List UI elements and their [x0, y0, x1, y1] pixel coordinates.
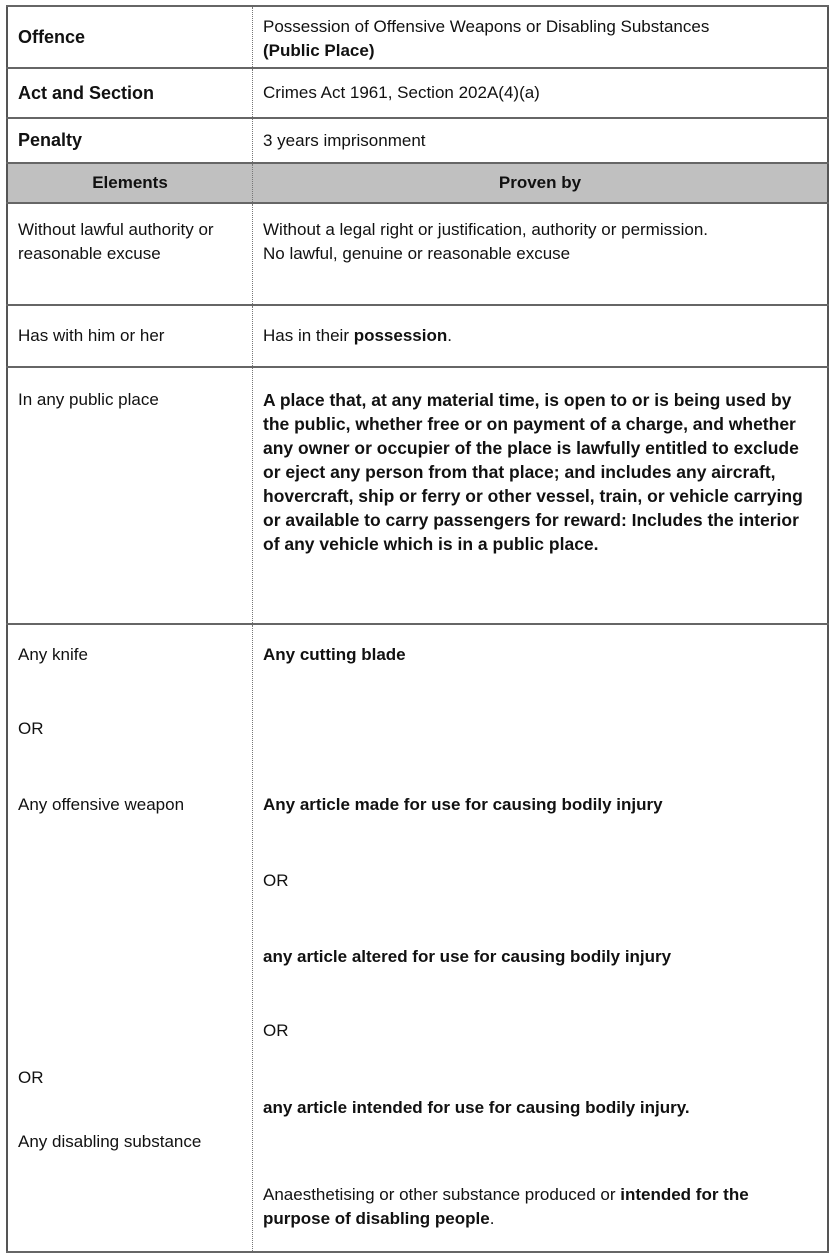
table-row: [7, 305, 828, 367]
proof-substance-bold: intended for the purpose of disabling people: [263, 1185, 749, 1228]
offence-table: [6, 5, 829, 1253]
penalty-value: 3 years imprisonment: [253, 118, 829, 163]
offence-value-text: Possession of Offensive Weapons or Disabling Substances: [263, 17, 710, 36]
proof-substance: [263, 1183, 817, 1231]
proof-place: A place that, at any material time, is open to or is being used by the public, whether free or on payment of a charge, and whether any owner or occupier of the place is lawfully entitled to exclude or eject any person from that place; and includes any aircraft, hovercraft, ship or ferry or other vessel, train, or vehicle carrying or available to carry passengers for reward: Includes the interior of any vehicle which is in a public place.: [253, 367, 829, 624]
offence-label: [7, 6, 253, 68]
proof-has: [253, 305, 829, 367]
penalty-label: [7, 118, 253, 163]
offence-value: [253, 6, 829, 68]
penalty-label-text: Penalty: [18, 130, 83, 150]
offence-value-bold: (Public Place): [263, 41, 375, 60]
act-row: [7, 68, 828, 118]
proof-lawful: [253, 203, 829, 305]
proof-substance-post: .: [489, 1209, 495, 1228]
element-weapons: [7, 624, 253, 1252]
proof-intended: any article intended for use for causing bodily injury.: [263, 1098, 690, 1117]
proof-weapons: [253, 624, 829, 1252]
header-elements: Elements: [7, 163, 253, 203]
proof-altered: any article altered for use for causing bodily injury: [263, 947, 672, 966]
proof-has-pre: Has in their: [263, 326, 354, 345]
proof-substance-pre: Anaesthetising or other substance produced or: [263, 1185, 621, 1204]
proof-or-2: OR: [263, 1021, 289, 1040]
offence-row: [7, 6, 828, 68]
element-offensive-weapon: Any offensive weapon: [18, 795, 185, 814]
header-proven-by: Proven by: [253, 163, 829, 203]
act-value: Crimes Act 1961, Section 202A(4)(a): [253, 68, 829, 118]
element-has: Has with him or her: [7, 305, 253, 367]
penalty-row: [7, 118, 828, 163]
element-disabling-substance: Any disabling substance: [18, 1132, 202, 1151]
header-row: [7, 163, 828, 203]
table-row: [7, 367, 828, 624]
element-lawful: Without lawful authority or reasonable excuse: [7, 203, 253, 305]
act-label: [7, 68, 253, 118]
proof-blade: Any cutting blade: [263, 645, 406, 664]
element-or-1: OR: [18, 719, 44, 738]
table-row: [7, 203, 828, 305]
element-or-2: OR: [18, 1068, 44, 1087]
proof-has-post: .: [447, 326, 452, 345]
element-place: In any public place: [7, 367, 253, 624]
element-knife: Any knife: [18, 645, 88, 664]
proof-has-bold: possession: [353, 326, 448, 345]
table-row: [7, 624, 828, 1252]
proof-made: Any article made for use for causing bodily injury: [263, 795, 663, 814]
proof-or-1: OR: [263, 871, 289, 890]
offence-label-text: Offence: [18, 26, 86, 47]
proof-lawful-1: Without a legal right or justification, authority or permission.: [263, 220, 709, 239]
act-label-text: Act and Section: [18, 82, 155, 103]
proof-lawful-2: No lawful, genuine or reasonable excuse: [263, 244, 571, 263]
